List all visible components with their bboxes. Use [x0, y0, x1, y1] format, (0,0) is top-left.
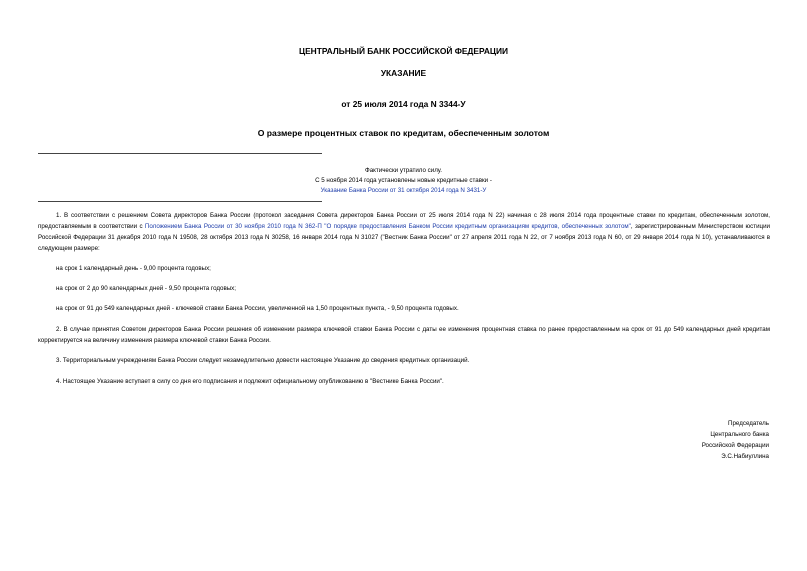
- status-note-line1: Фактически утратило силу.: [364, 167, 442, 174]
- signature-block: [569, 418, 769, 462]
- signature-org-2: Российской Федерации: [701, 442, 769, 449]
- org-heading: ЦЕНТРАЛЬНЫЙ БАНК РОССИЙСКОЙ ФЕДЕРАЦИИ: [298, 46, 509, 56]
- status-note-line2: С 5 ноября 2014 года установлены новые кредитные ставки -: [315, 177, 492, 184]
- signature-name: Э.С.Набиуллина: [721, 453, 769, 460]
- regulation-link[interactable]: Положением Банка России от 30 ноября 2010 года N 362-П "О порядке предоставления Банком России кредитным организациям кредитов, обеспеченных золотом": [144, 223, 631, 230]
- date-number-heading: от 25 июля 2014 года N 3344-У: [341, 99, 466, 109]
- signature-title: Председатель: [728, 420, 769, 427]
- paragraph-3: 3. Территориальным учреждениям Банка России следует незамедлительно довести настоящее Указание до сведения кредитных организаций.: [56, 357, 470, 364]
- paragraph-1: [38, 210, 770, 254]
- rate-item-1: на срок 1 календарный день - 9,00 процента годовых;: [56, 265, 211, 272]
- doc-type-heading: УКАЗАНИЕ: [380, 68, 427, 78]
- paragraph-2: 2. В случае принятия Советом директоров Банка России решения об изменении размера ключевой ставки Банка России с даты ее изменения процентная ставка по ранее предоставленным на срок от 91 до 549 календарных дней кредитам корректируется на величину изменения размера ключевой ставки Банка России.: [38, 326, 770, 344]
- status-note: [0, 166, 807, 196]
- rate-item-3: на срок от 91 до 549 календарных дней - ключевой ставки Банка России, увеличенной на 1,50 процентных пункта, - 9,50 процента годовых.: [56, 305, 459, 312]
- paragraph-1-text-b: , зарегистрированным Министерством юстиции Российской Федерации 31 декабря 2010 года N 19508, 28 октября 2013 года N 30258, 16 января 2014 года N 31027 ("Вестник Банка России" от 27 апреля 2011 года N 22, от 7 ноября 2013 года N 60, от 29 января 2014 года N 10), устанавливаются в следующем размере:: [38, 223, 771, 252]
- divider-top: [38, 153, 322, 154]
- status-note-link[interactable]: Указание Банка России от 31 октября 2014 года N 3431-У: [320, 187, 487, 194]
- paragraph-4: 4. Настоящее Указание вступает в силу со дня его подписания и подлежит официальному опубликованию в "Вестнике Банка России".: [56, 378, 444, 385]
- rate-item-2: на срок от 2 до 90 календарных дней - 9,50 процента годовых;: [56, 285, 236, 292]
- paragraph-1-text-a: 1. В соответствии с решением Совета директоров Банка России (протокол заседания Совета директоров Банка России от 25 июля 2014 года N 22) начиная с 28 июля 2014 года процентные ставки по кредитам, обеспеченным золотом, предоставляемым в соответствии с: [38, 212, 770, 230]
- document-title: О размере процентных ставок по кредитам, обеспеченным золотом: [257, 128, 550, 138]
- signature-org-1: Центрального банка: [710, 431, 769, 438]
- divider-bottom: [38, 201, 322, 202]
